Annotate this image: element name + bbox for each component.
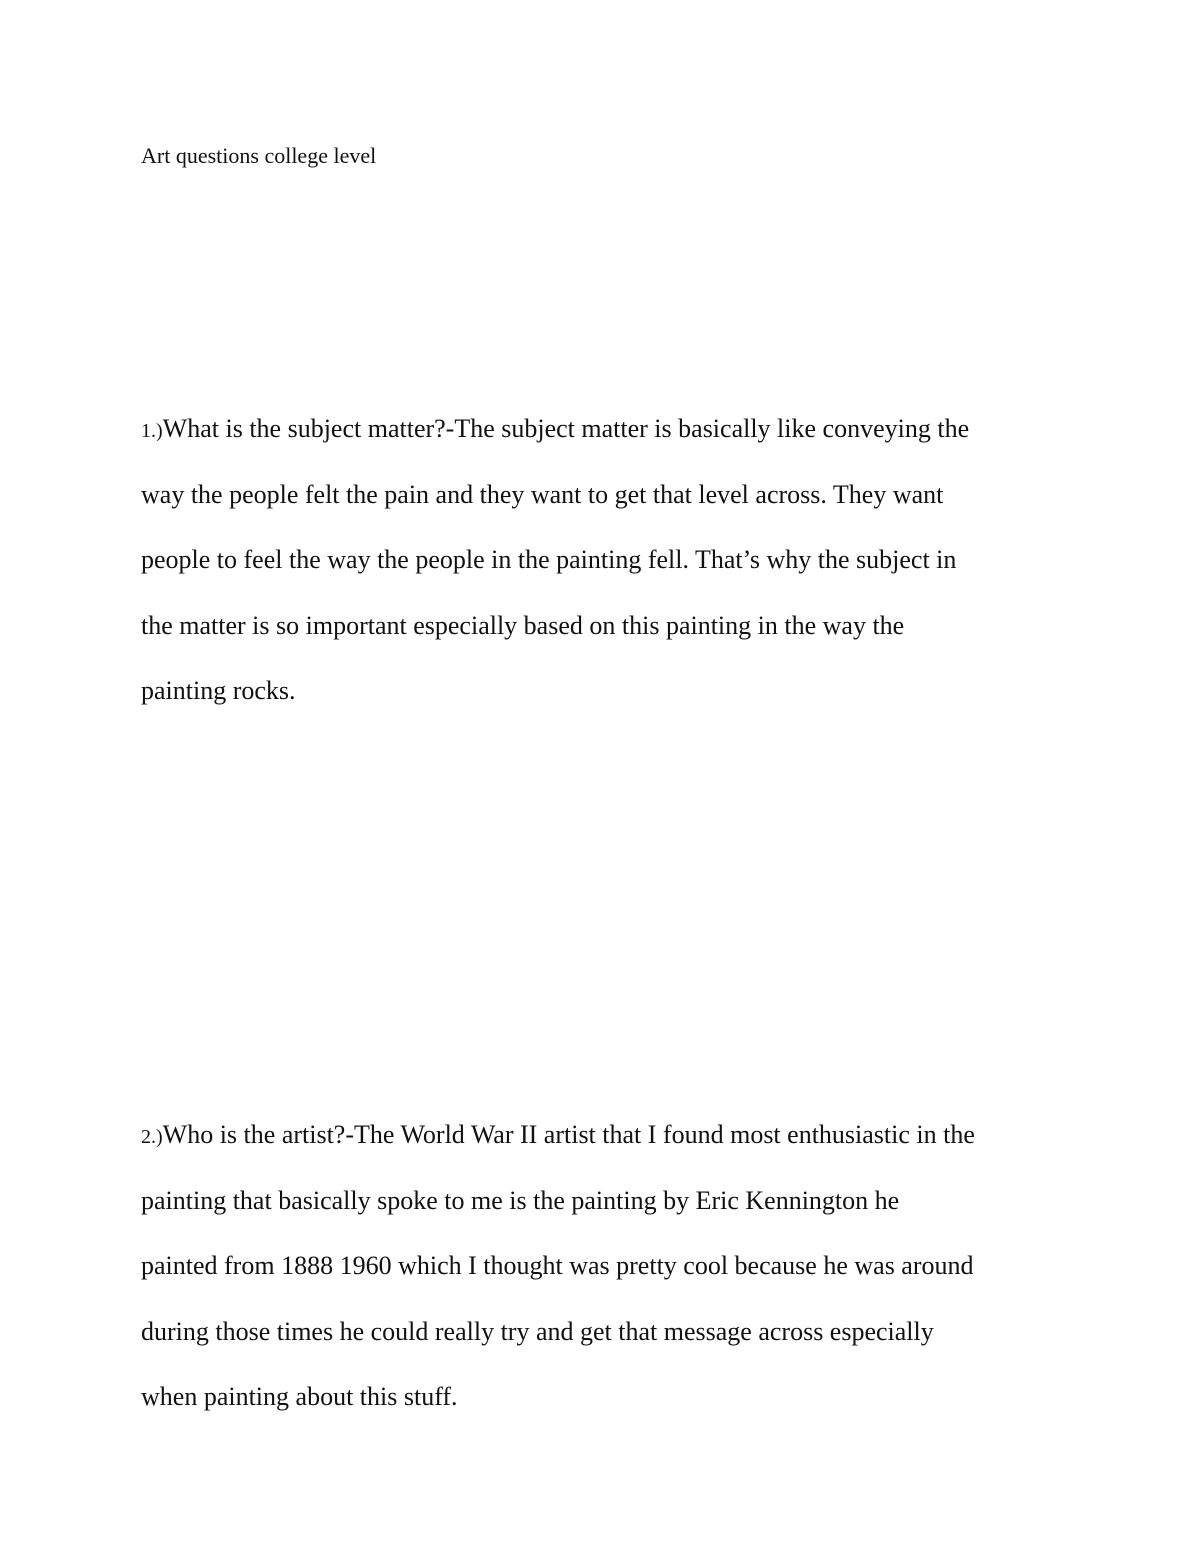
- answer-2-line-5: when painting about this stuff.: [141, 1382, 458, 1411]
- answer-1-number: 1.): [141, 420, 163, 442]
- answer-1-line-3: people to feel the way the people in the painting fell. That’s why the subject in: [141, 545, 957, 574]
- answer-1-line-4: the matter is so important especially based on this painting in the way the: [141, 611, 905, 640]
- answer-1-line-1: [141, 413, 969, 447]
- document-title: Art questions college level: [141, 143, 377, 168]
- answer-2-text: Who is the artist?-The World War II artist that I found most enthusiastic in the: [162, 1120, 975, 1149]
- answer-1-line-2: way the people felt the pain and they want to get that level across. They want: [141, 480, 944, 509]
- answer-2-line-3: painted from 1888 1960 which I thought was pretty cool because he was around: [141, 1251, 974, 1280]
- answer-1-text: What is the subject matter?-The subject matter is basically like conveying the: [162, 414, 970, 443]
- answer-1-line-5: painting rocks.: [141, 676, 296, 705]
- answer-2-number: 2.): [141, 1126, 163, 1148]
- answer-2-line-1: [141, 1119, 975, 1153]
- answer-2-line-4: during those times he could really try and get that message across especially: [141, 1317, 934, 1346]
- answer-2-line-2: painting that basically spoke to me is the painting by Eric Kennington he: [141, 1186, 900, 1215]
